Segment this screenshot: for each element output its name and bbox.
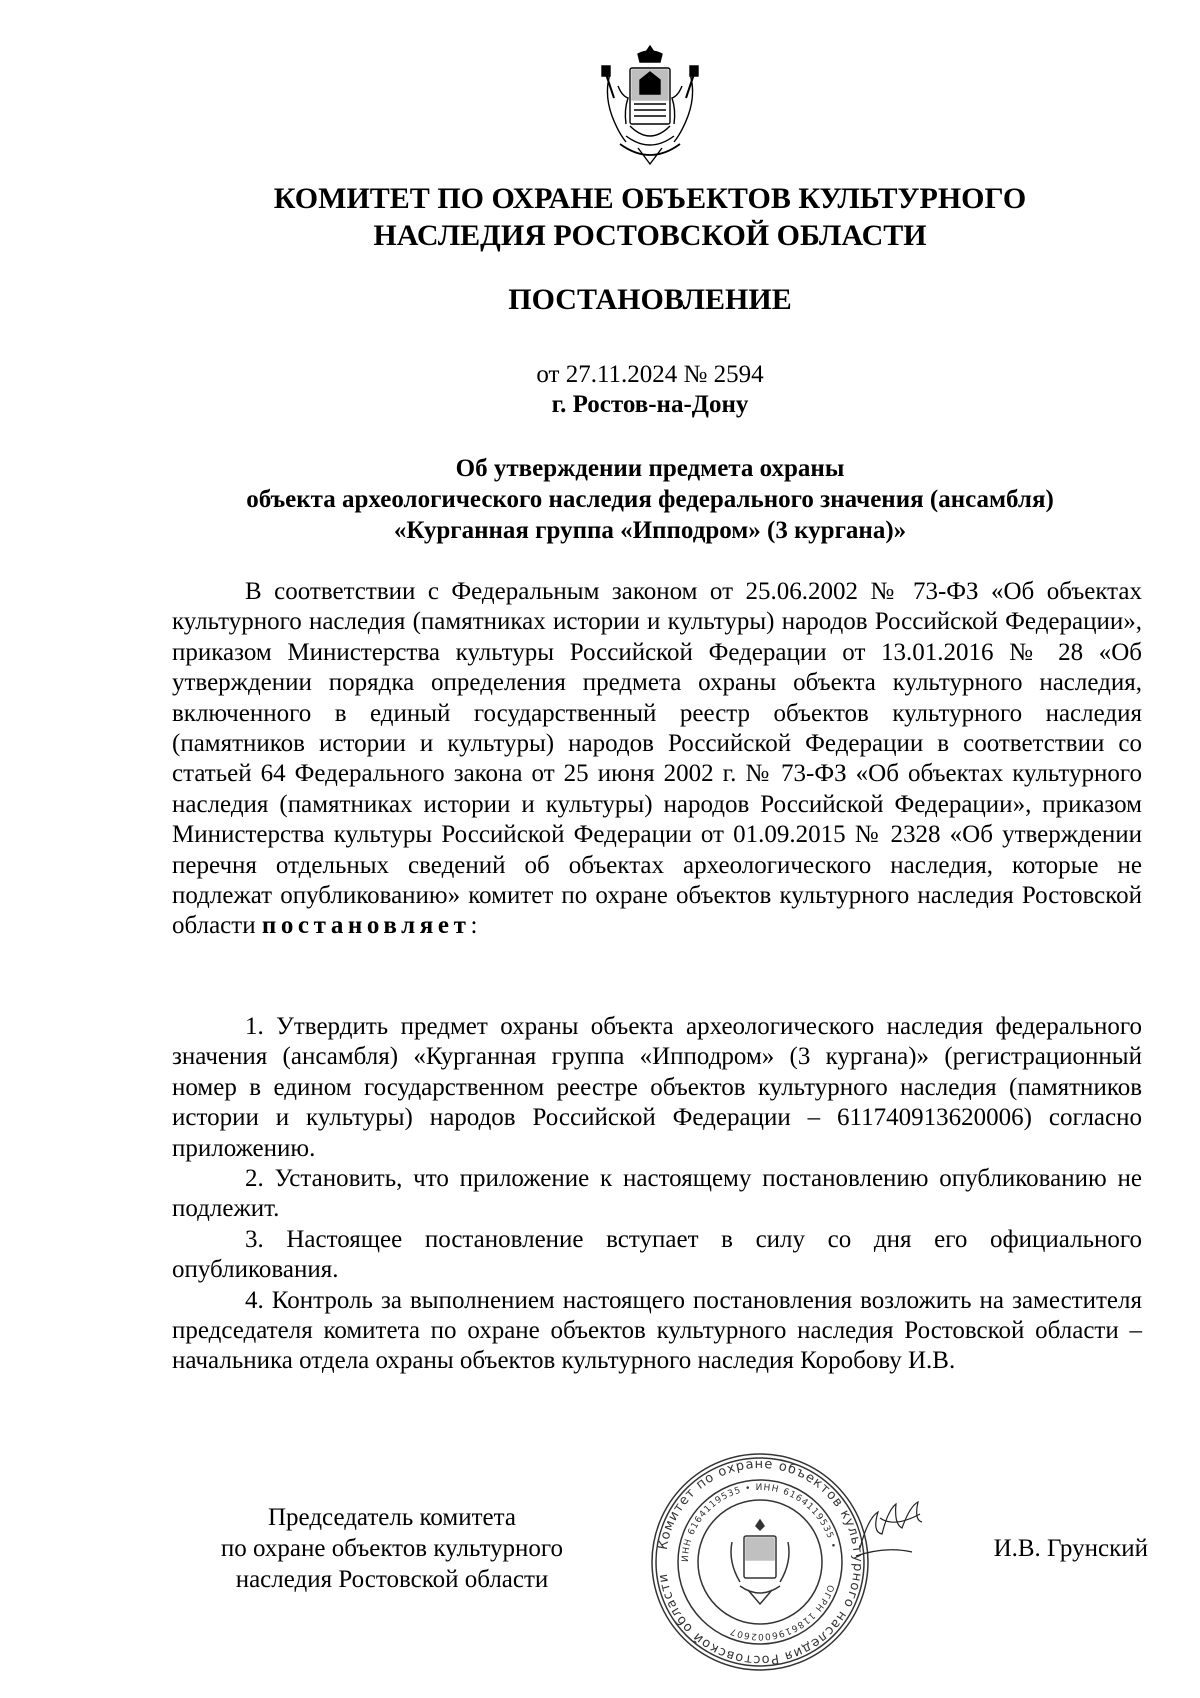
subject-line3: «Курганная группа «Ипподром» (3 кургана)» (393, 517, 907, 544)
handwritten-signature-icon (850, 1498, 960, 1568)
preamble-colon: : (470, 912, 478, 940)
document-subject (150, 453, 1150, 546)
signer-position-line3: наследия Ростовской области (235, 1566, 549, 1593)
organization-title-line2: НАСЛЕДИЯ РОСТОВСКОЙ ОБЛАСТИ (373, 219, 927, 252)
resolution-item-2: 2. Установить, что приложение к настоящему постановлению опубликованию не подлежит. (172, 1165, 1142, 1223)
seal-inner-text: ИНН 6164119535 • ИНН 6164119535 • (680, 1482, 838, 1563)
seal-ogrn-text: ОГРН 1186196002607 (728, 1583, 836, 1642)
seal-outer-text: Комитет по охране объектов культурного наследия Ростовской области (655, 1456, 866, 1668)
signer-position (182, 1502, 602, 1595)
signer-name: И.В. Грунский (993, 1535, 1148, 1562)
document-city: г. Ростов-на-Дону (551, 391, 749, 418)
subject-line2: объекта археологического наследия федерального значения (ансамбля) (246, 486, 1054, 513)
coat-of-arms-icon (600, 44, 700, 166)
signer-position-line2: по охране объектов культурного (220, 1535, 564, 1562)
subject-line1: Об утверждении предмета охраны (455, 455, 845, 482)
organization-title-line1: КОМИТЕТ ПО ОХРАНЕ ОБЪЕКТОВ КУЛЬТУРНОГО (273, 182, 1027, 215)
resolution-item-4: 4. Контроль за выполнением настоящего постановления возложить на заместителя председателя комитета по охране объектов культурного наследия Ростовской области – начальника отдела охраны объектов культурного наследия Коробову И.В. (172, 1286, 1142, 1375)
resolution-item-1: 1. Утвердить предмет охраны объекта археологического наследия федерального значения (ансамбля) «Курганная группа «Ипподром» (3 кургана)» (регистрационный номер в едином государственном реестре объектов культурного наследия (памятников истории и культуры) народов Российской Федерации – 611740913620006) согласно приложению. (172, 1013, 1142, 1162)
resolution-items (172, 1012, 1142, 1377)
preamble-text: В соответствии с Федеральным законом от 25.06.2002 № 73-ФЗ «Об объектах культурного наследия (памятниках истории и культуры) народов Российской Федерации», приказом Министерства культуры Российской Федерации от 13.01.2016 № 28 «Об утверждении порядка определения предмета охраны объекта культурного наследия, включенного в единый государственный реестр объектов культурного наследия (памятников истории и культуры) народов Российской Федерации в соответствии со статьей 64 Федерального закона от 25 июня 2002 г. № 73-ФЗ «Об объектах культурного наследия (памятниках истории и культуры) народов Российской Федерации», приказом Министерства культуры Российской Федерации от 01.09.2015 № 2328 «Об утверждении перечня отдельных сведений об объектах археологического наследия, которые не подлежат опубликованию» комитет по охране объектов культурного наследия Ростовской области (172, 578, 1142, 940)
resolution-item-3: 3. Настоящее постановление вступает в силу со дня его официального опубликования. (172, 1225, 1142, 1284)
signer-position-line1: Председатель комитета (268, 1504, 516, 1531)
organization-title (150, 180, 1150, 254)
document-type: ПОСТАНОВЛЕНИЕ (508, 283, 792, 316)
resolves-word: постановляет (261, 912, 471, 940)
preamble-paragraph (172, 577, 1142, 942)
document-date-number: от 27.11.2024 № 2594 (536, 361, 764, 388)
official-stamp-icon (648, 1450, 872, 1674)
